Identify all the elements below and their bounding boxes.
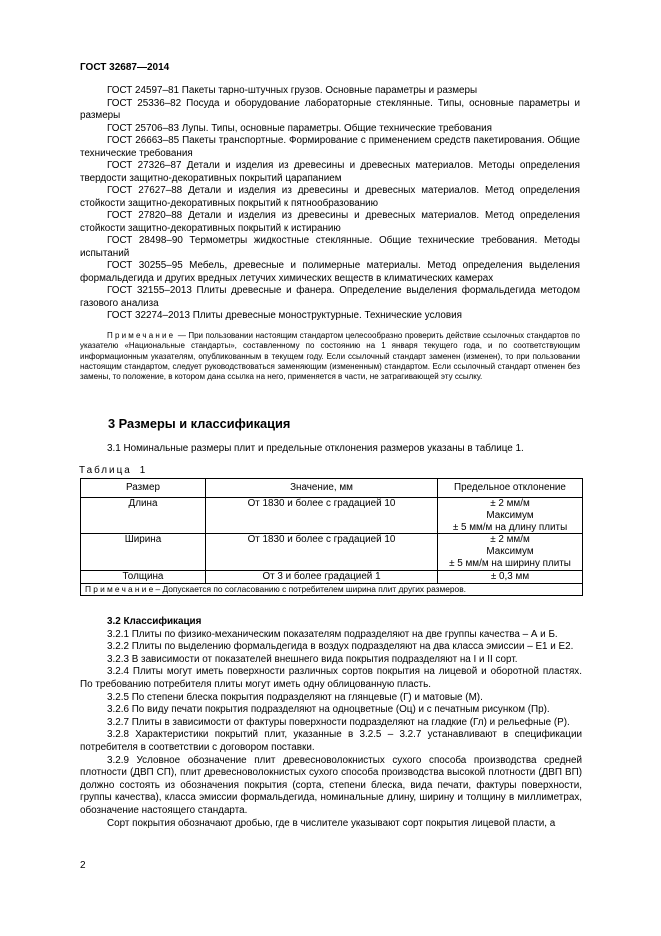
reference-item: ГОСТ 24597–81 Пакеты тарно-штучных грузов. Основные параметры и размеры (107, 85, 478, 96)
table-row (81, 498, 583, 534)
cell-size: Толщина (81, 570, 206, 583)
paragraph: 3.2.3 В зависимости от показателей внешнего вида покрытия подразделяют на I и II сорт. (107, 653, 518, 665)
note-label: Примечание (107, 331, 176, 340)
cell-deviation: ± 0,3 мм (438, 570, 583, 583)
column-header-value: Значение, мм (206, 479, 438, 498)
table-label: Таблица 1 (79, 465, 148, 476)
cell-value: От 1830 и более с градацией 10 (206, 534, 438, 570)
paragraph: 3.2.2 Плиты по выделению формальдегида в воздух подразделяют на два класса эмиссии – Е1 и Е2. (107, 641, 574, 653)
reference-item: ГОСТ 27326–87 Детали и изделия из древесины и древесных материалов. Методы определения твердости защитно-декоративных покрытий царапанием (80, 160, 580, 184)
column-header-size: Размер (81, 479, 206, 498)
document-header: ГОСТ 32687—2014 (80, 62, 170, 73)
reference-item: ГОСТ 25336–82 Посуда и оборудование лабораторные стеклянные. Типы, основные параметры и размеры (80, 97, 580, 121)
table-note-row (81, 583, 583, 596)
reference-item: ГОСТ 26663–85 Пакеты транспортные. Формирование с применением средств пакетирования. Общие технические требования (80, 135, 580, 159)
reference-item: ГОСТ 28498–90 Термометры жидкостные стеклянные. Общие технические требования. Методы испытаний (80, 235, 580, 259)
reference-item: ГОСТ 30255–95 Мебель, древесные и полимерные материалы. Метод определения выделения формальдегида и других вредных летучих химических веществ в климатических камерах (80, 260, 580, 284)
reference-note (80, 331, 580, 382)
table-header-row (81, 479, 583, 498)
reference-item: ГОСТ 32155–2013 Плиты древесные и фанера. Определение выделения формальдегида методом газового анализа (80, 285, 580, 309)
reference-item: ГОСТ 32274–2013 Плиты древесные моноструктурные. Технические условия (107, 310, 463, 321)
cell-deviation: ± 2 мм/м Максимум ± 5 мм/м на длину плиты (438, 498, 583, 534)
cell-size: Ширина (81, 534, 206, 570)
paragraph: 3.2.8 Характеристики покрытий плит, указанные в 3.2.5 – 3.2.7 устанавливают в спецификации потребителя в соответствии с договором поставки. (80, 729, 582, 753)
reference-item: ГОСТ 27627–88 Детали и изделия из древесины и древесных материалов. Метод определения стойкости защитно-декоративных покрытий к пятнообразованию (80, 185, 580, 209)
paragraph: Сорт покрытия обозначают дробью, где в числителе указывают сорт покрытия лицевой пласти, а (107, 817, 556, 829)
paragraph: 3.2.5 По степени блеска покрытия подразделяют на глянцевые (Г) и матовые (М). (107, 691, 483, 703)
paragraph: 3.2.1 Плиты по физико-механическим показателям подразделяют на две группы качества – А и Б. (107, 628, 558, 640)
cell-size: Длина (81, 498, 206, 534)
dimensions-table (80, 478, 583, 596)
reference-list (80, 85, 580, 323)
section-title: 3 Размеры и классификация (108, 416, 291, 431)
paragraph: 3.2.6 По виду печати покрытия подразделяют на одноцветные (Оц) и с печатным рисунком (Пр). (107, 704, 550, 716)
table-row (81, 570, 583, 583)
column-header-deviation: Предельное отклонение (438, 479, 583, 498)
subsection-title: 3.2 Классификация (107, 616, 202, 627)
page-number: 2 (80, 860, 86, 871)
section-intro: 3.1 Номинальные размеры плит и предельные отклонения размеров указаны в таблице 1. (107, 443, 524, 454)
paragraph: 3.2.4 Плиты могут иметь поверхности различных сортов покрытия на лицевой и оборотной пластях. По требованию потребителя плиты могут иметь одну облицованную пласть. (80, 666, 582, 690)
note-text: — При пользовании настоящим стандартом целесообразно проверить действие ссылочных стандартов по указателю «Национальные стандарты», составленному по состоянию на 1 января текущего года, и по соответствующим информационным указателям, опубликованным в текущем году. Если ссылочный стандарт заменен (изменен), то при пользовании настоящим стандартом, следует руководствоваться заменяющим (измененным) стандартом. Если ссылочный стандарт отменен без замены, то положение, в котором дана ссылка на него, применяется в части, не затрагивающей эту ссылку. (80, 331, 580, 382)
cell-deviation: ± 2 мм/м Максимум ± 5 мм/м на ширину плиты (438, 534, 583, 570)
paragraph: 3.2.9 Условное обозначение плит древесноволокнистых сухого способа производства средней плотности (ДВП СП), плит древесноволокнистых сухого способа производства высокой плотности (ДВП ВП) должно состоять из обозначения покрытия (сорта, степени блеска, вида печати, фактуры поверхности, группы качества), класса эмиссии формальдегида, номинальные длину, ширину и толщину в миллиметрах, обозначение настоящего стандарта. (80, 754, 582, 816)
cell-value: От 1830 и более с градацией 10 (206, 498, 438, 534)
table-note: Примечание– Допускается по согласованию с потребителем ширина плит других размеров. (81, 583, 583, 596)
reference-item: ГОСТ 25706–83 Лупы. Типы, основные параметры. Общие технические требования (107, 122, 492, 134)
reference-item: ГОСТ 27820–88 Детали и изделия из древесины и древесных материалов. Метод определения стойкости защитно-декоративных покрытий к истиранию (80, 210, 580, 234)
table-row (81, 534, 583, 570)
classification-section (80, 616, 582, 830)
cell-value: От 3 и более градацией 1 (206, 570, 438, 583)
paragraph: 3.2.7 Плиты в зависимости от фактуры поверхности подразделяют на гладкие (Гл) и рельефные (Р). (107, 716, 570, 728)
